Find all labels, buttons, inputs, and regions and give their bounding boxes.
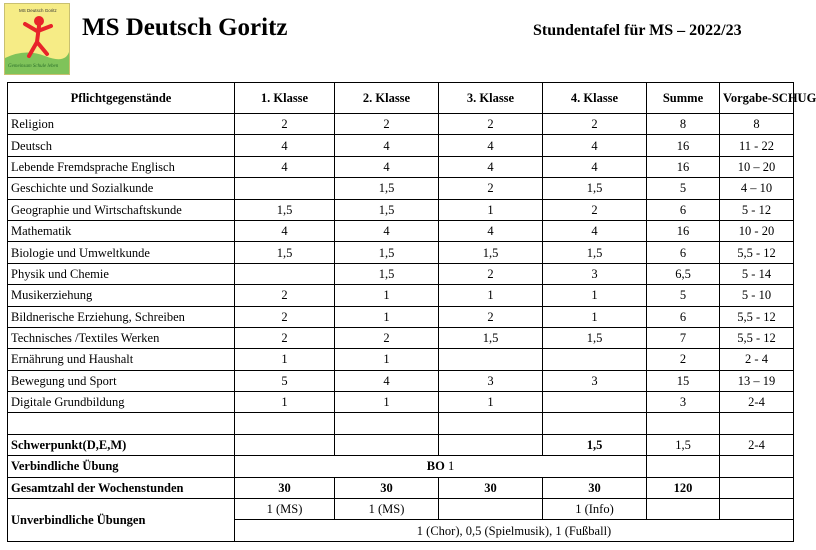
cell-vorgabe: 4 – 10 xyxy=(720,178,794,199)
col-header-k3: 3. Klasse xyxy=(439,83,543,114)
cell-k1: 2 xyxy=(235,306,335,327)
cell-k1: 4 xyxy=(235,135,335,156)
cell-summe: 3 xyxy=(647,392,720,413)
verbindlich-value-bold: BO xyxy=(426,459,445,474)
empty-cell xyxy=(335,413,439,434)
cell-vorgabe: 5 - 12 xyxy=(720,199,794,220)
table-row xyxy=(8,220,794,241)
schwerpunkt-label: Schwerpunkt(D,E,M) xyxy=(8,434,235,455)
cell-k1: 2 xyxy=(235,114,335,135)
cell-k1: 2 xyxy=(235,285,335,306)
cell-k1: 2 xyxy=(235,327,335,348)
empty-cell xyxy=(647,499,720,520)
page-subtitle: Stundentafel für MS – 2022/23 xyxy=(533,22,742,39)
cell-summe: 16 xyxy=(647,156,720,177)
cell-k3: 1,5 xyxy=(439,327,543,348)
cell-k4: 1,5 xyxy=(543,327,647,348)
empty-cell xyxy=(720,477,794,498)
cell-vorgabe: 5,5 - 12 xyxy=(720,242,794,263)
cell-summe: 6 xyxy=(647,242,720,263)
cell-k3: 1 xyxy=(439,285,543,306)
cell-k1 xyxy=(235,263,335,284)
cell-subject: Musikerziehung xyxy=(8,285,235,306)
gesamt-summe: 120 xyxy=(647,477,720,498)
empty-cell xyxy=(439,434,543,455)
cell-k4: 3 xyxy=(543,370,647,391)
unverbindlich-k1: 1 (MS) xyxy=(235,499,335,520)
empty-cell xyxy=(647,413,720,434)
gesamt-k2: 30 xyxy=(335,477,439,498)
cell-vorgabe: 10 – 20 xyxy=(720,156,794,177)
cell-k4: 4 xyxy=(543,135,647,156)
school-logo xyxy=(4,3,70,75)
cell-k2: 4 xyxy=(335,135,439,156)
empty-cell xyxy=(720,499,794,520)
table-row xyxy=(8,285,794,306)
schwerpunkt-row xyxy=(8,434,794,455)
cell-k2: 1,5 xyxy=(335,178,439,199)
cell-k3: 4 xyxy=(439,220,543,241)
cell-k3: 4 xyxy=(439,156,543,177)
cell-k2: 2 xyxy=(335,114,439,135)
timetable xyxy=(7,82,816,542)
page-header xyxy=(0,0,800,80)
empty-cell xyxy=(543,413,647,434)
col-header-k4: 4. Klasse xyxy=(543,83,647,114)
cell-vorgabe: 5 - 10 xyxy=(720,285,794,306)
cell-k2: 1,5 xyxy=(335,263,439,284)
cell-k4: 2 xyxy=(543,199,647,220)
gesamt-k1: 30 xyxy=(235,477,335,498)
empty-cell xyxy=(439,499,543,520)
cell-k2: 2 xyxy=(335,327,439,348)
cell-k1: 4 xyxy=(235,156,335,177)
unverbindlich-k4: 1 (Info) xyxy=(543,499,647,520)
table-row xyxy=(8,306,794,327)
cell-k4: 3 xyxy=(543,263,647,284)
header-row xyxy=(8,83,794,114)
cell-k2: 1 xyxy=(335,285,439,306)
table-row xyxy=(8,114,794,135)
cell-k3: 2 xyxy=(439,114,543,135)
unverbindlich-combined: 1 (Chor), 0,5 (Spielmusik), 1 (Fußball) xyxy=(235,520,794,541)
cell-k4: 2 xyxy=(543,114,647,135)
cell-vorgabe: 2-4 xyxy=(720,392,794,413)
cell-summe: 5 xyxy=(647,285,720,306)
cell-summe: 6 xyxy=(647,306,720,327)
logo-top-text: MS Deutsch Goritz xyxy=(19,8,57,13)
cell-k4: 4 xyxy=(543,156,647,177)
cell-vorgabe: 10 - 20 xyxy=(720,220,794,241)
cell-k4: 1 xyxy=(543,285,647,306)
cell-vorgabe: 13 – 19 xyxy=(720,370,794,391)
empty-cell xyxy=(439,413,543,434)
cell-summe: 8 xyxy=(647,114,720,135)
cell-subject: Physik und Chemie xyxy=(8,263,235,284)
unverbindlich-row xyxy=(8,499,794,520)
cell-k3: 1 xyxy=(439,199,543,220)
cell-subject: Technisches /Textiles Werken xyxy=(8,327,235,348)
cell-k4 xyxy=(543,349,647,370)
table-row xyxy=(8,349,794,370)
cell-vorgabe: 11 - 22 xyxy=(720,135,794,156)
dancing-figure-icon xyxy=(5,4,69,74)
verbindlich-value xyxy=(235,456,647,477)
table-row xyxy=(8,392,794,413)
table-row xyxy=(8,156,794,177)
cell-k3: 1 xyxy=(439,392,543,413)
logo-slogan-text: Gemeinsam Schule leben xyxy=(8,64,59,69)
table-row xyxy=(8,199,794,220)
cell-k3: 2 xyxy=(439,306,543,327)
verbindlich-value-rest: 1 xyxy=(444,459,455,474)
col-header-k1: 1. Klasse xyxy=(235,83,335,114)
cell-k3: 4 xyxy=(439,135,543,156)
cell-subject: Bewegung und Sport xyxy=(8,370,235,391)
cell-k1: 1 xyxy=(235,349,335,370)
table-row xyxy=(8,327,794,348)
table-row xyxy=(8,370,794,391)
schwerpunkt-summe: 1,5 xyxy=(647,434,720,455)
cell-k2: 1 xyxy=(335,349,439,370)
cell-k4: 1,5 xyxy=(543,178,647,199)
gesamt-k4: 30 xyxy=(543,477,647,498)
cell-k4 xyxy=(543,392,647,413)
cell-subject: Geographie und Wirtschaftskunde xyxy=(8,199,235,220)
cell-k1: 1 xyxy=(235,392,335,413)
cell-subject: Mathematik xyxy=(8,220,235,241)
cell-summe: 6,5 xyxy=(647,263,720,284)
gesamt-row xyxy=(8,477,794,498)
cell-subject: Ernährung und Haushalt xyxy=(8,349,235,370)
cell-k4: 1,5 xyxy=(543,242,647,263)
unverbindlich-label: Unverbindliche Übungen xyxy=(8,499,235,542)
cell-summe: 16 xyxy=(647,220,720,241)
gesamt-k3: 30 xyxy=(439,477,543,498)
empty-row xyxy=(8,413,794,434)
cell-summe: 6 xyxy=(647,199,720,220)
empty-cell xyxy=(235,434,335,455)
cell-k3: 3 xyxy=(439,370,543,391)
cell-k1: 5 xyxy=(235,370,335,391)
cell-k2: 4 xyxy=(335,370,439,391)
cell-k1: 1,5 xyxy=(235,199,335,220)
empty-cell xyxy=(720,456,794,477)
cell-vorgabe: 2 - 4 xyxy=(720,349,794,370)
cell-k3: 2 xyxy=(439,178,543,199)
gesamt-label: Gesamtzahl der Wochenstunden xyxy=(8,477,235,498)
table-row xyxy=(8,242,794,263)
empty-cell xyxy=(647,456,720,477)
cell-k4: 4 xyxy=(543,220,647,241)
cell-k3 xyxy=(439,349,543,370)
cell-subject: Deutsch xyxy=(8,135,235,156)
cell-k2: 4 xyxy=(335,220,439,241)
cell-vorgabe: 8 xyxy=(720,114,794,135)
cell-subject: Biologie und Umweltkunde xyxy=(8,242,235,263)
school-name: MS Deutsch Goritz xyxy=(82,14,288,41)
col-header-summe: Summe xyxy=(647,83,720,114)
cell-summe: 16 xyxy=(647,135,720,156)
cell-k3: 1,5 xyxy=(439,242,543,263)
cell-k3: 2 xyxy=(439,263,543,284)
verbindlich-label: Verbindliche Übung xyxy=(8,456,235,477)
cell-k2: 4 xyxy=(335,156,439,177)
cell-k2: 1,5 xyxy=(335,199,439,220)
verbindlich-row xyxy=(8,456,794,477)
cell-k1: 4 xyxy=(235,220,335,241)
cell-subject: Religion xyxy=(8,114,235,135)
cell-subject: Bildnerische Erziehung, Schreiben xyxy=(8,306,235,327)
empty-cell xyxy=(235,413,335,434)
col-header-vorgabe: Vorgabe-SCHUG xyxy=(720,83,794,114)
table-row xyxy=(8,263,794,284)
unverbindlich-k2: 1 (MS) xyxy=(335,499,439,520)
cell-subject: Digitale Grundbildung xyxy=(8,392,235,413)
cell-k2: 1,5 xyxy=(335,242,439,263)
cell-summe: 7 xyxy=(647,327,720,348)
cell-k1: 1,5 xyxy=(235,242,335,263)
cell-summe: 5 xyxy=(647,178,720,199)
table-row xyxy=(8,135,794,156)
cell-subject: Geschichte und Sozialkunde xyxy=(8,178,235,199)
cell-vorgabe: 5,5 - 12 xyxy=(720,327,794,348)
schwerpunkt-vorgabe: 2-4 xyxy=(720,434,794,455)
cell-summe: 15 xyxy=(647,370,720,391)
cell-summe: 2 xyxy=(647,349,720,370)
cell-subject: Lebende Fremdsprache Englisch xyxy=(8,156,235,177)
empty-cell xyxy=(335,434,439,455)
cell-k4: 1 xyxy=(543,306,647,327)
empty-cell xyxy=(8,413,235,434)
cell-vorgabe: 5,5 - 12 xyxy=(720,306,794,327)
cell-vorgabe: 5 - 14 xyxy=(720,263,794,284)
cell-k2: 1 xyxy=(335,306,439,327)
table-row xyxy=(8,178,794,199)
empty-cell xyxy=(720,413,794,434)
schwerpunkt-k4: 1,5 xyxy=(543,434,647,455)
col-header-k2: 2. Klasse xyxy=(335,83,439,114)
cell-k2: 1 xyxy=(335,392,439,413)
cell-k1 xyxy=(235,178,335,199)
col-header-subject: Pflichtgegenstände xyxy=(8,83,235,114)
